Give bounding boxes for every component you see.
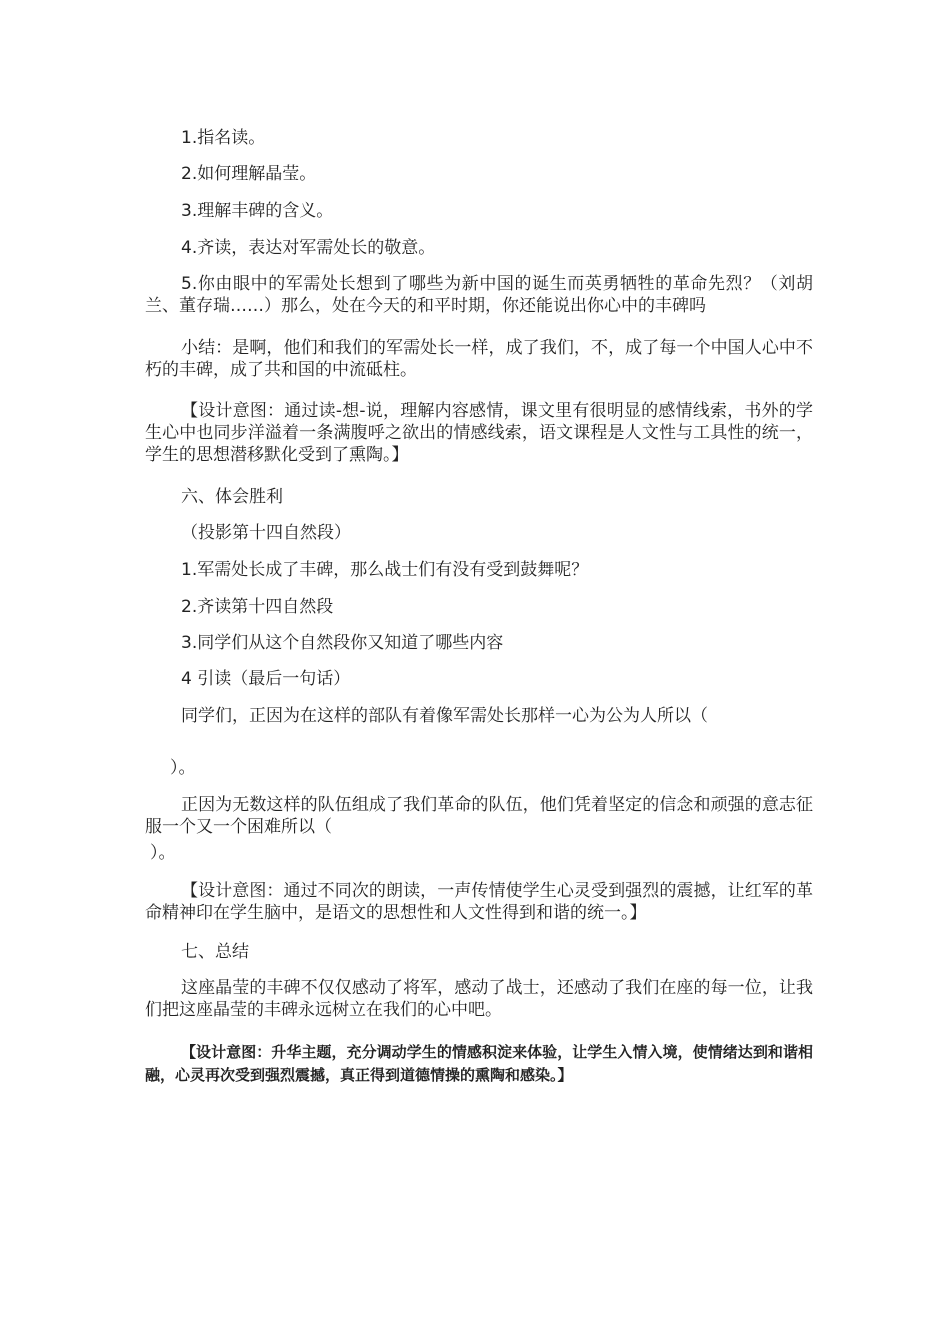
paragraph-reading-1: 1.指名读。 bbox=[181, 128, 266, 148]
paragraph-fill-blank-1-end: ）。 bbox=[170, 758, 196, 778]
paragraph-design-intent-1: 【设计意图：通过读-想-说，理解内容感情，课文里有很明显的感情线索，书外的学生心中也同步洋溢着一条满腹呼之欲出的情感线索，语文课程是人文性与工具性的统一，学生的思想潜移默化受到了熏陶。】 bbox=[145, 401, 813, 465]
paragraph-question-1: 1.军需处长成了丰碑，那么战士们有没有受到鼓舞呢？ bbox=[181, 560, 589, 580]
paragraph-reading-4: 4.齐读，表达对军需处长的敬意。 bbox=[181, 238, 436, 258]
paragraph-question-3: 3.同学们从这个自然段你又知道了哪些内容 bbox=[181, 633, 504, 653]
section-heading-6: 六、体会胜利 bbox=[181, 487, 283, 507]
paragraph-summary: 小结：是啊，他们和我们的军需处长一样，成了我们，不，成了每一个中国人心中不朽的丰碑，成了共和国的中流砥柱。 bbox=[145, 338, 813, 380]
paragraph-fill-blank-2-end: ）。 bbox=[150, 843, 176, 863]
paragraph-reading-3: 3.理解丰碑的含义。 bbox=[181, 201, 334, 221]
paragraph-question-2: 2.齐读第十四自然段 bbox=[181, 597, 334, 617]
paragraph-projection: （投影第十四自然段） bbox=[181, 523, 351, 543]
paragraph-question-4: 4 引读（最后一句话） bbox=[181, 669, 351, 689]
paragraph-reading-2: 2.如何理解晶莹。 bbox=[181, 164, 317, 184]
paragraph-design-intent-3: 【设计意图：升华主题，充分调动学生的情感积淀来体验，让学生入情入境，使情绪达到和谐相融，心灵再次受到强烈震撼，真正得到道德情操的熏陶和感染。】 bbox=[145, 1043, 813, 1084]
paragraph-reading-5: 5.你由眼中的军需处长想到了哪些为新中国的诞生而英勇牺牲的革命先烈？（刘胡兰、董存瑞……）那么，处在今天的和平时期，你还能说出你心中的丰碑吗 bbox=[145, 274, 813, 316]
section-heading-7: 七、总结 bbox=[181, 942, 249, 962]
paragraph-conclusion: 这座晶莹的丰碑不仅仅感动了将军，感动了战士，还感动了我们在座的每一位，让我们把这座晶莹的丰碑永远树立在我们的心中吧。 bbox=[145, 978, 813, 1020]
paragraph-fill-blank-2: 正因为无数这样的队伍组成了我们革命的队伍，他们凭着坚定的信念和顽强的意志征服一个又一个困难所以（ bbox=[145, 795, 813, 837]
paragraph-fill-blank-1: 同学们，正因为在这样的部队有着像军需处长那样一心为公为人所以（ bbox=[181, 706, 708, 726]
paragraph-design-intent-2: 【设计意图：通过不同次的朗读，一声传情使学生心灵受到强烈的震撼，让红军的革命精神印在学生脑中，是语文的思想性和人文性得到和谐的统一。】 bbox=[145, 881, 813, 923]
